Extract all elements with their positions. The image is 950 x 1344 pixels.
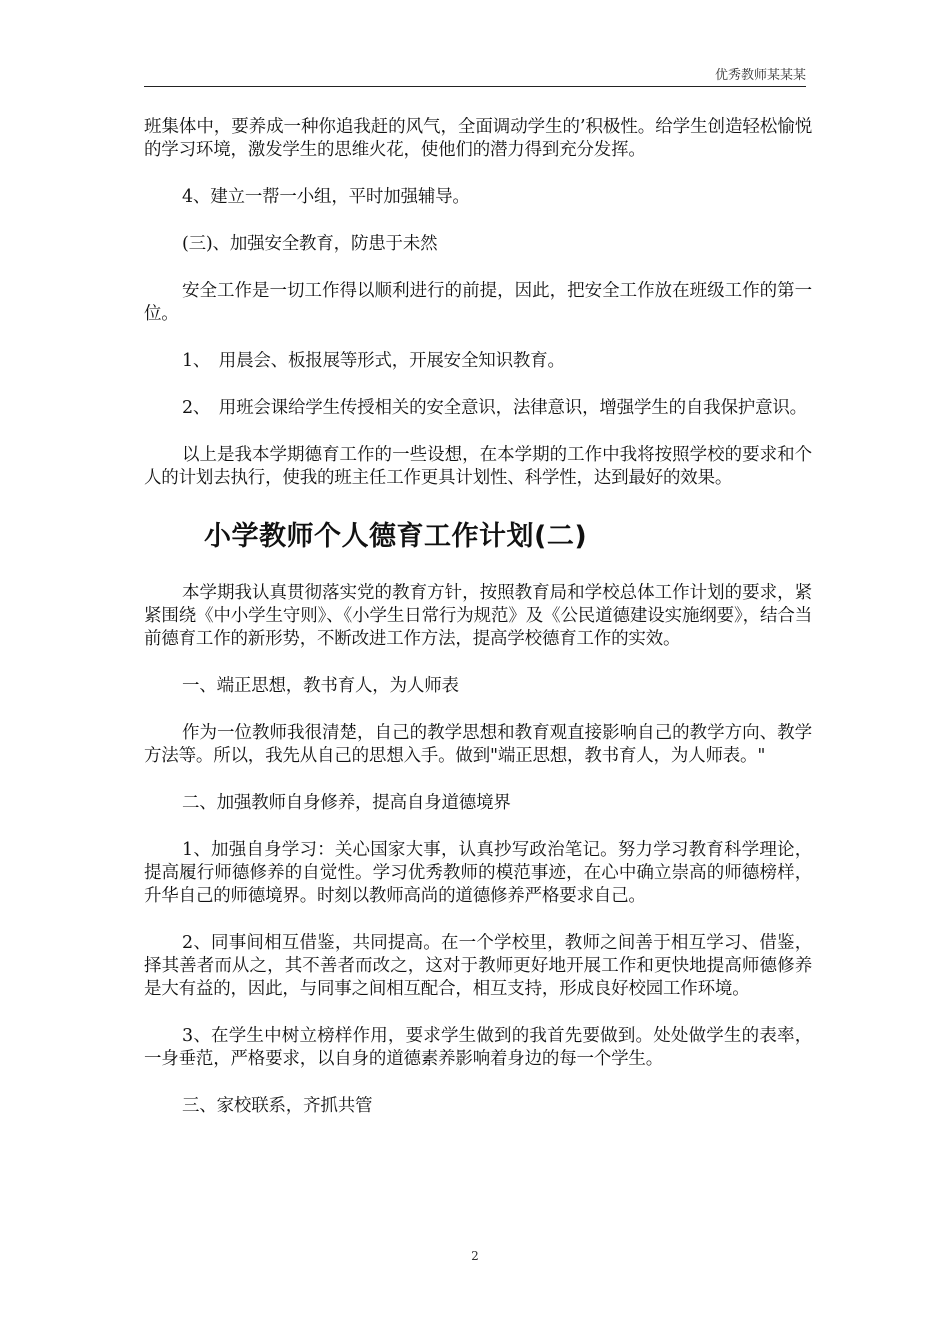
paragraph: 4、建立一帮一小组，平时加强辅导。 xyxy=(182,187,470,207)
page-number: 2 xyxy=(471,1249,479,1263)
subheading: 二、加强教师自身修养，提高自身道德境界 xyxy=(182,793,511,813)
paragraph: 2、同事间相互借鉴，共同提高。在一个学校里，教师之间善于相互学习、借鉴，择其善者而从之，其不善者而改之，这对于教师更好地开展工作和更快地提高师德修养是大有益的，因此，与同事之间相互配合，相互支持，形成良好校园工作环境。 xyxy=(144,933,812,999)
header-author: 优秀教师某某某 xyxy=(714,68,806,83)
paragraph: 安全工作是一切工作得以顺利进行的前提，因此，把安全工作放在班级工作的第一位。 xyxy=(144,281,812,324)
subheading: (三)、加强安全教育，防患于未然 xyxy=(182,234,438,254)
list-item: 2、 用班会课给学生传授相关的安全意识，法律意识，增强学生的自我保护意识。 xyxy=(182,398,807,418)
paragraph: 3、在学生中树立榜样作用，要求学生做到的我首先要做到。处处做学生的表率，一身垂范，严格要求，以自身的道德素养影响着身边的每一个学生。 xyxy=(144,1026,812,1069)
paragraph: 以上是我本学期德育工作的一些设想，在本学期的工作中我将按照学校的要求和个人的计划去执行，使我的班主任工作更具计划性、科学性，达到最好的效果。 xyxy=(144,445,812,488)
list-item: 1、 用晨会、板报展等形式，开展安全知识教育。 xyxy=(182,351,565,371)
paragraph: 作为一位教师我很清楚，自己的教学思想和教育观直接影响自己的教学方向、教学方法等。所以，我先从自己的思想入手。做到"端正思想，教书育人，为人师表。" xyxy=(144,723,812,766)
subheading: 三、家校联系，齐抓共管 xyxy=(182,1096,373,1116)
paragraph: 1、加强自身学习：关心国家大事，认真抄写政治笔记。努力学习教育科学理论，提高履行师德修养的自觉性。学习优秀教师的模范事迹，在心中确立崇高的师德榜样，升华自己的师德境界。时刻以教师高尚的道德修养严格要求自己。 xyxy=(144,840,812,906)
subheading: 一、端正思想，教书育人，为人师表 xyxy=(182,676,459,696)
document-body xyxy=(144,116,812,1118)
page-header xyxy=(144,60,806,87)
paragraph: 本学期我认真贯彻落实党的教育方针，按照教育局和学校总体工作计划的要求，紧紧围绕《中小学生守则》、《小学生日常行为规范》及《公民道德建设实施纲要》，结合当前德育工作的新形势，不断改进工作方法，提高学校德育工作的实效。 xyxy=(144,583,812,649)
section-title: 小学教师个人德育工作计划(二) xyxy=(204,521,588,552)
paragraph-continuation: 班集体中，要养成一种你追我赶的风气，全面调动学生的’积极性。给学生创造轻松愉悦的学习环境，激发学生的思维火花，使他们的潜力得到充分发挥。 xyxy=(144,117,812,160)
